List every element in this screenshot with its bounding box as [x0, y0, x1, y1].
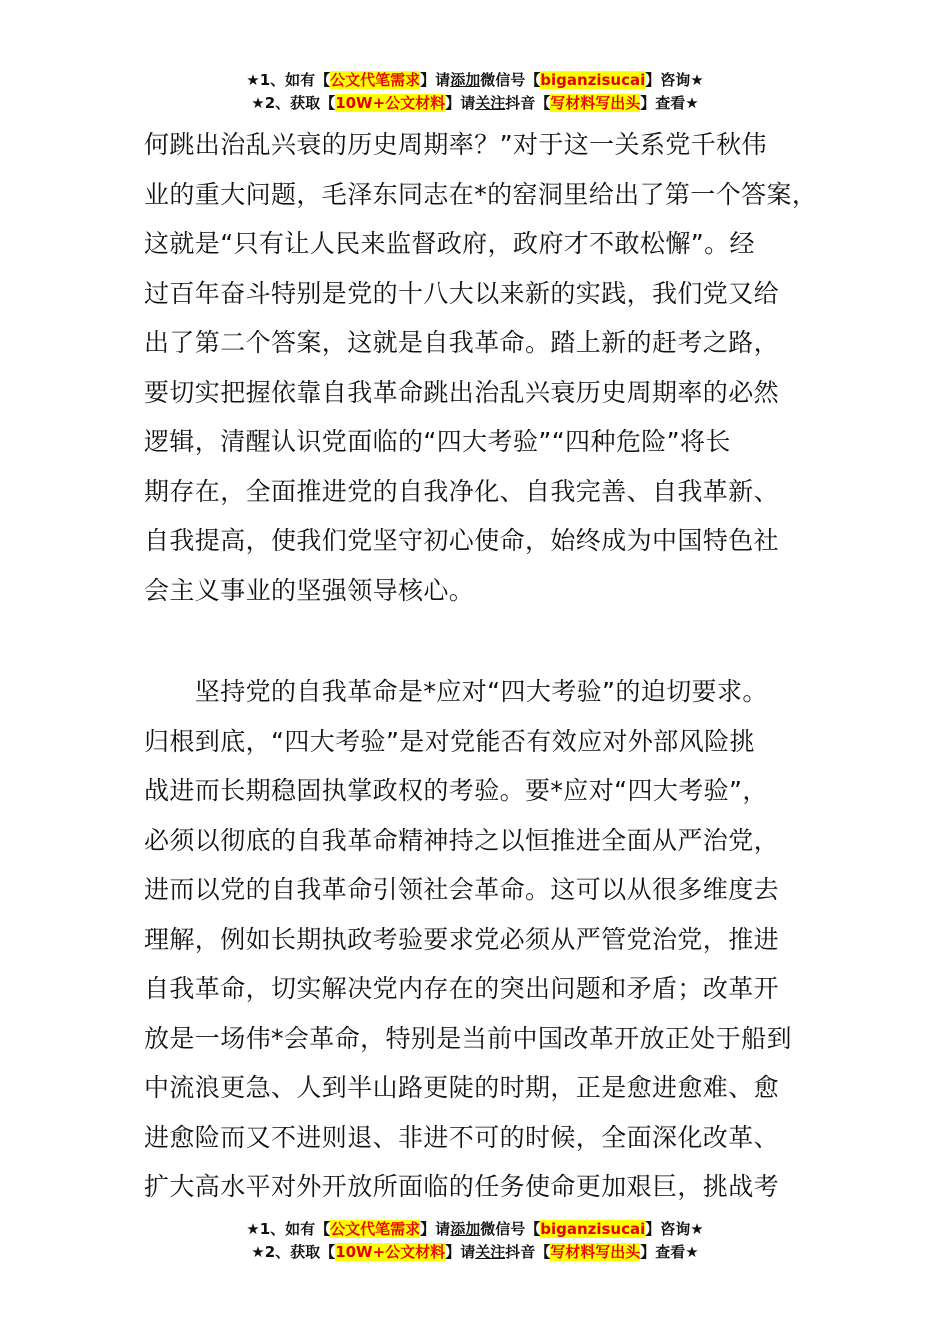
banner-underlined-text: 关注 — [475, 94, 506, 112]
banner-text: ★1、如有【 — [246, 1220, 331, 1238]
banner-wechat-id: biganzisucai — [540, 1220, 646, 1238]
text-line: 出了第二个答案，这就是自我革命。踏上新的赶考之路， — [144, 328, 780, 357]
banner-highlight: 公文代笔需求 — [330, 1220, 421, 1238]
text-line: 坚持党的自我革命是*应对“四大考验”的迫切要求。 — [144, 677, 768, 706]
text-line: 业的重大问题，毛泽东同志在*的窑洞里给出了第一个答案， — [144, 179, 818, 209]
text-line: 自我提高，使我们党坚守初心使命，始终成为中国特色社 — [144, 526, 780, 555]
banner-text: 微信号【 — [480, 1220, 541, 1238]
banner-text: 抖音【 — [505, 94, 551, 112]
footer-banner — [0, 1218, 950, 1264]
banner-text: 微信号【 — [480, 71, 541, 89]
banner-text: 】请 — [445, 94, 476, 112]
paragraph-2 — [144, 667, 834, 1212]
banner-text: 】请 — [420, 71, 451, 89]
banner-text: 】请 — [445, 1243, 476, 1261]
text-line: 逻辑，清醒认识党面临的“四大考验”“四种危险”将长 — [144, 427, 731, 456]
banner-douyin-account: 写材料写出头 — [550, 1243, 641, 1261]
banner-highlight: 公文代笔需求 — [330, 71, 421, 89]
banner-line-2 — [0, 1241, 950, 1264]
text-line: 必须以彻底的自我革命精神持之以恒推进全面从严治党， — [144, 825, 780, 855]
text-line: 过百年奋斗特别是党的十八大以来新的实践，我们党又给 — [144, 278, 780, 308]
text-line: 扩大高水平对外开放所面临的任务使命更加艰巨，挑战考 — [144, 1172, 780, 1201]
banner-highlight: 10W+公文材料 — [335, 1243, 446, 1261]
banner-line-2 — [0, 92, 950, 115]
banner-text: 】请 — [420, 1220, 451, 1238]
text-line: 中流浪更急、人到半山路更陡的时期，正是愈进愈难、愈 — [144, 1073, 780, 1102]
text-line: 进愈险而又不进则退、非进不可的时候，全面深化改革、 — [144, 1122, 780, 1152]
banner-text: 】咨询★ — [645, 71, 704, 89]
banner-text: ★1、如有【 — [246, 71, 331, 89]
text-line: 放是一场伟*会革命，特别是当前中国改革开放正处于船到 — [144, 1023, 792, 1053]
text-line: 何跳出治乱兴衰的历史周期率？”对于这一关系党千秋伟 — [144, 130, 767, 159]
banner-text: 】咨询★ — [645, 1220, 704, 1238]
banner-douyin-account: 写材料写出头 — [550, 94, 641, 112]
banner-underlined-text: 关注 — [475, 1243, 506, 1261]
banner-underlined-text: 添加 — [450, 1220, 481, 1238]
banner-underlined-text: 添加 — [450, 71, 481, 89]
banner-wechat-id: biganzisucai — [540, 71, 646, 89]
banner-text: 】查看★ — [640, 1243, 699, 1261]
text-line: 期存在，全面推进党的自我净化、自我完善、自我革新、 — [144, 476, 780, 506]
banner-text: 抖音【 — [505, 1243, 551, 1261]
banner-line-1 — [0, 69, 950, 92]
text-line: 会主义事业的坚强领导核心。 — [144, 575, 475, 605]
banner-text: 】查看★ — [640, 94, 699, 112]
banner-text: ★2、获取【 — [251, 1243, 336, 1261]
header-banner — [0, 69, 950, 115]
banner-line-1 — [0, 1218, 950, 1241]
text-line: 这就是“只有让人民来监督政府，政府才不敢松懈”。经 — [144, 229, 755, 258]
text-line: 归根到底，“四大考验”是对党能否有效应对外部风险挑 — [144, 726, 755, 756]
text-line: 自我革命，切实解决党内存在的突出问题和矛盾；改革开 — [144, 974, 780, 1003]
paragraph-1 — [144, 120, 834, 615]
banner-text: ★2、获取【 — [251, 94, 336, 112]
text-line: 要切实把握依靠自我革命跳出治乱兴衰历史周期率的必然 — [144, 377, 780, 407]
text-line: 战进而长期稳固执掌政权的考验。要*应对“四大考验”， — [144, 776, 768, 805]
banner-highlight: 10W+公文材料 — [335, 94, 446, 112]
text-line: 进而以党的自我革命引领社会革命。这可以从很多维度去 — [144, 875, 780, 904]
text-line: 理解，例如长期执政考验要求党必须从严管党治党，推进 — [144, 924, 780, 954]
